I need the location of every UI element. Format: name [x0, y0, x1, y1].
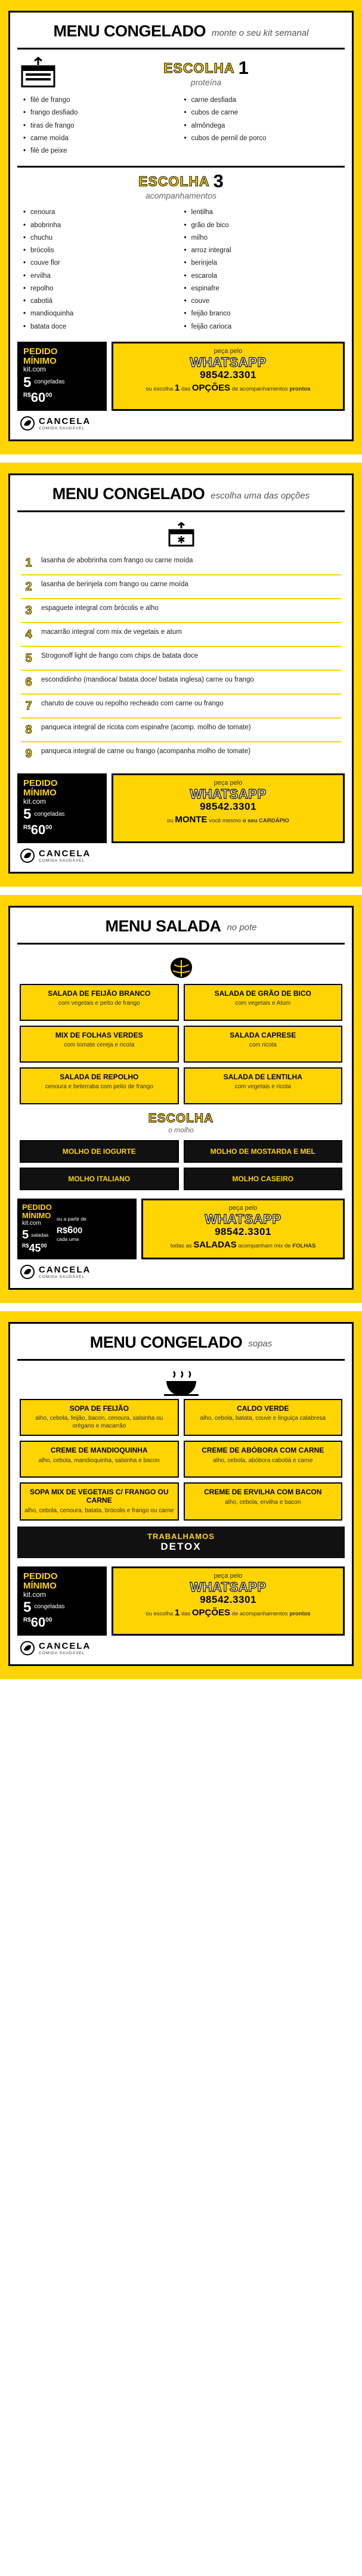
- list-item: • cubos de pernil de porco: [184, 132, 339, 145]
- pedido-qty-label: saladas: [31, 1231, 49, 1238]
- sopas-title-row: [17, 1332, 345, 1355]
- item-text: espaguete integral com brócolis e alho: [41, 605, 159, 612]
- list-item: [21, 671, 341, 695]
- pedido-minimo-box: [17, 1199, 137, 1259]
- pedido-kit-label: kit.com: [23, 797, 47, 806]
- item-text: panqueca integral de carne ou frango (acompanha molho de tomate): [41, 748, 250, 756]
- list-item: • mandioquinha: [23, 308, 178, 320]
- pedido-cents: 00: [45, 824, 52, 831]
- pedido-price: 60: [30, 822, 46, 837]
- whats-foot-big: MONTE: [175, 815, 208, 825]
- pedido-cents: 00: [45, 1617, 52, 1624]
- whatsapp-number[interactable]: 98542.3301: [215, 1226, 271, 1238]
- salada-name: MIX DE FOLHAS VERDES: [55, 1030, 143, 1039]
- escolha-word: ESCOLHA: [163, 60, 235, 76]
- escolha-word: ESCOLHA: [148, 1111, 214, 1125]
- salada-desc: cenoura e beterraba com peito de frango: [45, 1083, 153, 1091]
- whats-foot-big: SALADAS: [193, 1240, 237, 1250]
- congelado-kit-title-row: [17, 21, 345, 44]
- whats-foot-end: prontos: [289, 1610, 311, 1617]
- molho-item: [184, 1140, 343, 1163]
- whatsapp-number[interactable]: 98542.3301: [200, 801, 256, 812]
- salada-grid: [17, 982, 345, 1104]
- pedido-price: 60: [30, 390, 46, 405]
- pedido-price: 45: [29, 1241, 41, 1254]
- molho-name: MOLHO CASEIRO: [232, 1174, 294, 1183]
- brand-logo: [17, 1264, 345, 1280]
- whatsapp-label: peça pelo: [228, 1205, 258, 1212]
- order-strip: [17, 1566, 345, 1636]
- salada-item: [20, 1026, 179, 1063]
- pedido-label-2: MÍNIMO: [22, 1210, 51, 1220]
- pedido-label-2: MÍNIMO: [23, 355, 57, 366]
- section-sopas: [0, 1311, 362, 1680]
- sopa-desc: alho, cebola, cenoura, batata, brócolis e frango ou carne: [24, 1507, 174, 1514]
- acompanhamentos-col-1: [23, 206, 178, 333]
- whatsapp-title: WHATSAPP: [190, 1579, 267, 1594]
- page-title: MENU CONGELADO: [52, 485, 205, 503]
- list-item: • filé de peixe: [23, 145, 178, 157]
- list-item: • escarola: [184, 270, 339, 283]
- item-number: 7: [25, 699, 32, 713]
- list-item: • ervilha: [23, 270, 178, 283]
- list-item: • couve: [184, 295, 339, 308]
- frozen-box-icon: [17, 55, 59, 93]
- leaf-icon: [20, 416, 35, 431]
- list-item: [21, 742, 341, 765]
- pedido-qty: 5: [23, 806, 32, 822]
- detox-banner-label: TRABALHAMOS: [147, 1532, 215, 1541]
- escolha-number: 1: [238, 57, 249, 79]
- brand-name: CANCELA: [39, 416, 91, 427]
- brand-logo: [17, 416, 345, 431]
- brand-name: CANCELA: [39, 1641, 91, 1652]
- list-item: • cabotiá: [23, 295, 178, 308]
- whats-foot-end: prontos: [289, 385, 311, 392]
- item-text: lasanha de abobrinha com frango ou carne moída: [41, 557, 193, 565]
- whatsapp-box[interactable]: [141, 1199, 345, 1259]
- sopa-name: CREME DE ERVILHA COM BACON: [204, 1488, 322, 1497]
- pedido-alt-price: 6: [67, 1224, 73, 1236]
- sopa-desc: alho, cebola, feijão, bacon, cenoura, salsinha ou orégano e macarrão: [35, 1415, 163, 1430]
- whatsapp-title: WHATSAPP: [190, 354, 267, 370]
- pedido-minimo-box: [17, 773, 107, 843]
- whatsapp-label: peça pelo: [214, 347, 243, 355]
- list-item: • abobrinha: [23, 219, 178, 232]
- escolha-molho-label: o molho: [168, 1125, 194, 1134]
- escolha-number: 3: [213, 171, 224, 192]
- salada-item: [20, 1067, 179, 1104]
- pedido-alt-unit: cada uma: [56, 1236, 79, 1243]
- whats-foot-pre: ou escolha: [146, 1610, 174, 1617]
- item-number: 9: [25, 747, 32, 761]
- lettuce-icon: [17, 950, 345, 982]
- pedido-currency: R$: [22, 1242, 29, 1249]
- pedido-qty-label: congeladas: [34, 1603, 65, 1611]
- brand-logo: [17, 848, 345, 863]
- salada-name: SALADA DE REPOLHO: [60, 1072, 139, 1081]
- sopa-item: [184, 1482, 343, 1521]
- whatsapp-box[interactable]: [112, 342, 345, 411]
- list-item: • brócolis: [23, 244, 178, 257]
- whats-foot-mid: das: [181, 1610, 191, 1617]
- congelado-opcoes-card: [8, 473, 354, 873]
- whats-foot-big: OPÇÕES: [191, 382, 231, 393]
- whats-foot-num: 1: [174, 1607, 180, 1618]
- salada-name: SALADA CAPRESE: [230, 1030, 296, 1039]
- list-item: [21, 575, 341, 599]
- escolha-acompanhamentos-label: acompanhamentos: [145, 191, 217, 201]
- divider: [17, 166, 345, 168]
- salada-card: [8, 906, 354, 1290]
- pedido-qty: 5: [23, 1599, 32, 1615]
- escolha-molho-heading: [17, 1111, 345, 1134]
- salada-desc: com vegetais e Atum: [235, 1000, 291, 1007]
- item-number: 1: [25, 556, 32, 570]
- leaf-icon: [20, 1264, 35, 1280]
- item-number: 8: [25, 723, 32, 737]
- list-item: • carne desfiada: [184, 94, 339, 107]
- salada-title-row: [17, 916, 345, 939]
- list-item: • cubos de carne: [184, 107, 339, 119]
- page-subtitle: no pote: [227, 922, 257, 933]
- leaf-icon: [20, 1640, 35, 1656]
- snowflake-icon: [17, 518, 345, 549]
- divider: [17, 943, 345, 945]
- pedido-label-2: MÍNIMO: [23, 788, 57, 798]
- list-item: • carne moída: [23, 132, 178, 145]
- pedido-kit-label: kit.com: [23, 365, 47, 374]
- item-number: 3: [25, 604, 32, 618]
- divider: [17, 48, 345, 49]
- item-text: lasanha de berinjela com frango ou carne moída: [41, 581, 188, 589]
- brand-logo: [17, 1640, 345, 1656]
- congelado-kit-card: [8, 11, 354, 441]
- molho-item: [20, 1140, 179, 1163]
- pedido-currency: R$: [23, 824, 31, 831]
- brand-tagline: COMIDA SAUDÁVEL: [39, 1274, 85, 1279]
- list-item: • lentilha: [184, 206, 339, 219]
- list-item: • couve flor: [23, 257, 178, 270]
- molho-item: [20, 1168, 179, 1190]
- list-item: • feijão carioca: [184, 321, 339, 333]
- brand-tagline: COMIDA SAUDÁVEL: [39, 1651, 85, 1656]
- sopa-name: CREME DE ABÓBORA COM CARNE: [202, 1446, 324, 1455]
- salada-desc: com vegetais e ricota: [234, 1083, 291, 1091]
- proteina-list: [17, 93, 345, 157]
- salada-item: [184, 1067, 343, 1104]
- list-item: • chuchu: [23, 232, 178, 244]
- pedido-label-1: PEDIDO: [23, 1571, 58, 1581]
- list-item: • tiras de frango: [23, 120, 178, 132]
- list-item: [21, 719, 341, 742]
- sopa-name: CREME DE MANDIOQUINHA: [50, 1446, 148, 1455]
- page-subtitle: monte o seu kit semanal: [211, 27, 309, 38]
- molhos-grid: [17, 1138, 345, 1191]
- list-item: [21, 695, 341, 719]
- pedido-price: 60: [30, 1615, 46, 1630]
- whats-foot-sub: de acompanhamentos: [231, 1610, 288, 1617]
- whats-foot-end: FOLHAS: [292, 1243, 316, 1250]
- sopa-desc: alho, cebola, mandioquinha, salsinha e bacon: [38, 1457, 160, 1465]
- section-salada: [0, 895, 362, 1303]
- section-congelado-kit: [0, 0, 362, 454]
- page-subtitle: sopas: [248, 1339, 273, 1349]
- list-item: • grão de bico: [184, 219, 339, 232]
- salada-item: [184, 1026, 343, 1063]
- page-subtitle: escolha uma das opções: [211, 490, 310, 501]
- whatsapp-number[interactable]: 98542.3301: [200, 1593, 256, 1605]
- whats-foot-big: OPÇÕES: [191, 1607, 231, 1618]
- pedido-cents: 00: [41, 1242, 47, 1249]
- sopa-item: [184, 1399, 343, 1436]
- proteina-col-2: [184, 94, 339, 157]
- escolha-proteina-label: proteína: [190, 78, 222, 87]
- salada-name: SALADA DE LENTILHA: [223, 1072, 302, 1081]
- sopas-grid: [17, 1397, 345, 1521]
- pedido-qty: 5: [22, 1228, 29, 1241]
- pedido-label-2: MÍNIMO: [23, 1580, 57, 1591]
- pedido-minimo-box: [17, 1566, 107, 1636]
- section-congelado-opcoes: [0, 463, 362, 886]
- proteina-col-1: [23, 94, 178, 157]
- pedido-alt-label: ou a partir de: [56, 1215, 86, 1222]
- molho-item: [184, 1168, 343, 1190]
- whats-foot-sub: você mesmo: [209, 818, 242, 824]
- list-item: • filé de frango: [23, 94, 178, 107]
- item-text: macarrão integral com mix de vegetais e atum: [41, 628, 182, 636]
- whatsapp-title: WHATSAPP: [190, 786, 267, 801]
- sopa-item: [20, 1482, 179, 1521]
- whats-foot-sub: de acompanhamentos: [231, 385, 288, 392]
- pedido-kit-label: kit.com: [23, 1590, 47, 1599]
- sopa-name: SOPA MIX DE VEGETAIS C/ FRANGO OU CARNE: [30, 1488, 169, 1505]
- molho-name: MOLHO ITALIANO: [68, 1174, 131, 1183]
- whatsapp-number[interactable]: 98542.3301: [200, 369, 256, 380]
- list-item: • milho: [184, 232, 339, 244]
- detox-banner: [17, 1527, 345, 1558]
- list-item: [21, 623, 341, 647]
- item-text: panqueca integral de ricota com espinafre (acomp. molho de tomate): [41, 724, 251, 732]
- salada-desc: com tomate cereja e ricota: [64, 1042, 135, 1049]
- escolha-word: ESCOLHA: [138, 174, 210, 190]
- page-title: MENU CONGELADO: [89, 1333, 243, 1351]
- whats-foot-pre: ou escolha: [146, 385, 174, 392]
- list-item: • batata doce: [23, 321, 178, 333]
- list-item: [21, 552, 341, 575]
- salada-name: SALADA DE FEIJÃO BRANCO: [48, 989, 151, 998]
- order-strip: [17, 342, 345, 411]
- sopa-desc: alho, cebola, ervilha e bacon: [225, 1499, 301, 1506]
- salada-desc: com vegetais e peito de frango: [58, 1000, 140, 1007]
- whatsapp-label: peça pelo: [214, 779, 243, 787]
- item-text: charuto de couve ou repolho recheado com carne ou frango: [41, 700, 224, 708]
- pedido-qty-label: congeladas: [34, 810, 65, 818]
- sopas-card: [8, 1322, 354, 1667]
- pedido-currency: R$: [23, 392, 31, 399]
- pedido-alt-cents: 00: [73, 1225, 83, 1236]
- brand-tagline: COMIDA SAUDÁVEL: [39, 426, 85, 431]
- escolha-acompanhamentos-heading: [17, 171, 345, 192]
- pedido-alt-currency: R$: [56, 1225, 67, 1236]
- escolha-proteina-heading: [67, 57, 345, 79]
- sopa-desc: alho, cebola, abóbora cabotiá e carne: [213, 1457, 313, 1465]
- acompanhamentos-col-2: [184, 206, 339, 333]
- pedido-kit-label: kit.com: [22, 1219, 41, 1227]
- item-number: 6: [25, 676, 32, 689]
- molho-name: MOLHO DE MOSTARDA E MEL: [210, 1147, 315, 1156]
- divider: [17, 510, 345, 512]
- list-item: [21, 599, 341, 623]
- whatsapp-label: peça pelo: [214, 1572, 243, 1580]
- brand-name: CANCELA: [39, 1264, 91, 1275]
- whatsapp-box[interactable]: [112, 1566, 345, 1636]
- list-item: • berinjela: [184, 257, 339, 270]
- salada-item: [184, 984, 343, 1021]
- brand-tagline: COMIDA SAUDÁVEL: [39, 858, 85, 863]
- soup-bowl-icon: [17, 1367, 345, 1397]
- list-item: [21, 647, 341, 671]
- pedido-cents: 00: [45, 392, 52, 399]
- sopa-item: [20, 1441, 179, 1478]
- divider: [17, 1359, 345, 1361]
- pedido-label-1: PEDIDO: [22, 1203, 52, 1212]
- pedido-label-1: PEDIDO: [23, 778, 58, 789]
- item-number: 4: [25, 628, 32, 642]
- pedido-qty: 5: [23, 374, 32, 391]
- section-gap: [0, 1303, 362, 1311]
- order-strip: [17, 1199, 345, 1259]
- item-text: escondidinho (mandioca/ batata doce/ batata inglesa) carne ou frango: [41, 676, 254, 684]
- whats-foot-end: o seu CARDÁPIO: [242, 818, 289, 824]
- sopa-name: SOPA DE FEIJÃO: [69, 1404, 129, 1413]
- sopa-name: CALDO VERDE: [237, 1404, 289, 1413]
- salada-desc: com ricota: [249, 1042, 277, 1049]
- whats-foot-num: 1: [174, 382, 180, 393]
- page-title: MENU CONGELADO: [53, 22, 206, 40]
- list-item: • almôndega: [184, 120, 339, 132]
- list-item: • frango desfiado: [23, 107, 178, 119]
- pedido-label-1: PEDIDO: [23, 346, 58, 357]
- pedido-currency: R$: [23, 1617, 31, 1624]
- congelado-opcoes-title-row: [17, 484, 345, 507]
- sopa-item: [184, 1441, 343, 1478]
- list-item: • arroz integral: [184, 244, 339, 257]
- opcoes-list: [17, 549, 345, 765]
- leaf-icon: [20, 848, 35, 863]
- detox-banner-title: DETOX: [160, 1541, 202, 1552]
- page-title: MENU SALADA: [105, 917, 221, 935]
- order-strip: [17, 773, 345, 843]
- item-number: 2: [25, 580, 32, 594]
- whats-foot-mid: das: [181, 385, 191, 392]
- item-text: Strogonoff light de frango com chips de batata doce: [41, 652, 199, 660]
- molho-name: MOLHO DE IOGURTE: [62, 1147, 136, 1156]
- whatsapp-title: WHATSAPP: [205, 1211, 281, 1227]
- whats-foot-sub: acompanham mix de: [238, 1243, 291, 1250]
- sopa-item: [20, 1399, 179, 1436]
- sopa-desc: alho, cebola, batata, couve e linguiça calabresa: [200, 1415, 326, 1422]
- section-gap: [0, 454, 362, 463]
- pedido-minimo-box: [17, 342, 107, 411]
- whats-foot-pre: todas as: [170, 1243, 192, 1250]
- item-number: 5: [25, 652, 32, 665]
- list-item: • cenoura: [23, 206, 178, 219]
- section-gap: [0, 887, 362, 895]
- salada-name: SALADA DE GRÃO DE BICO: [214, 989, 311, 998]
- list-item: • feijão branco: [184, 308, 339, 320]
- whatsapp-box[interactable]: [112, 773, 345, 843]
- list-item: • repolho: [23, 283, 178, 295]
- acompanhamentos-list: [17, 205, 345, 333]
- pedido-qty-label: congeladas: [34, 379, 65, 386]
- list-item: • espinafre: [184, 283, 339, 295]
- whats-foot-pre: ou: [167, 818, 174, 824]
- salada-item: [20, 984, 179, 1021]
- brand-name: CANCELA: [39, 848, 91, 859]
